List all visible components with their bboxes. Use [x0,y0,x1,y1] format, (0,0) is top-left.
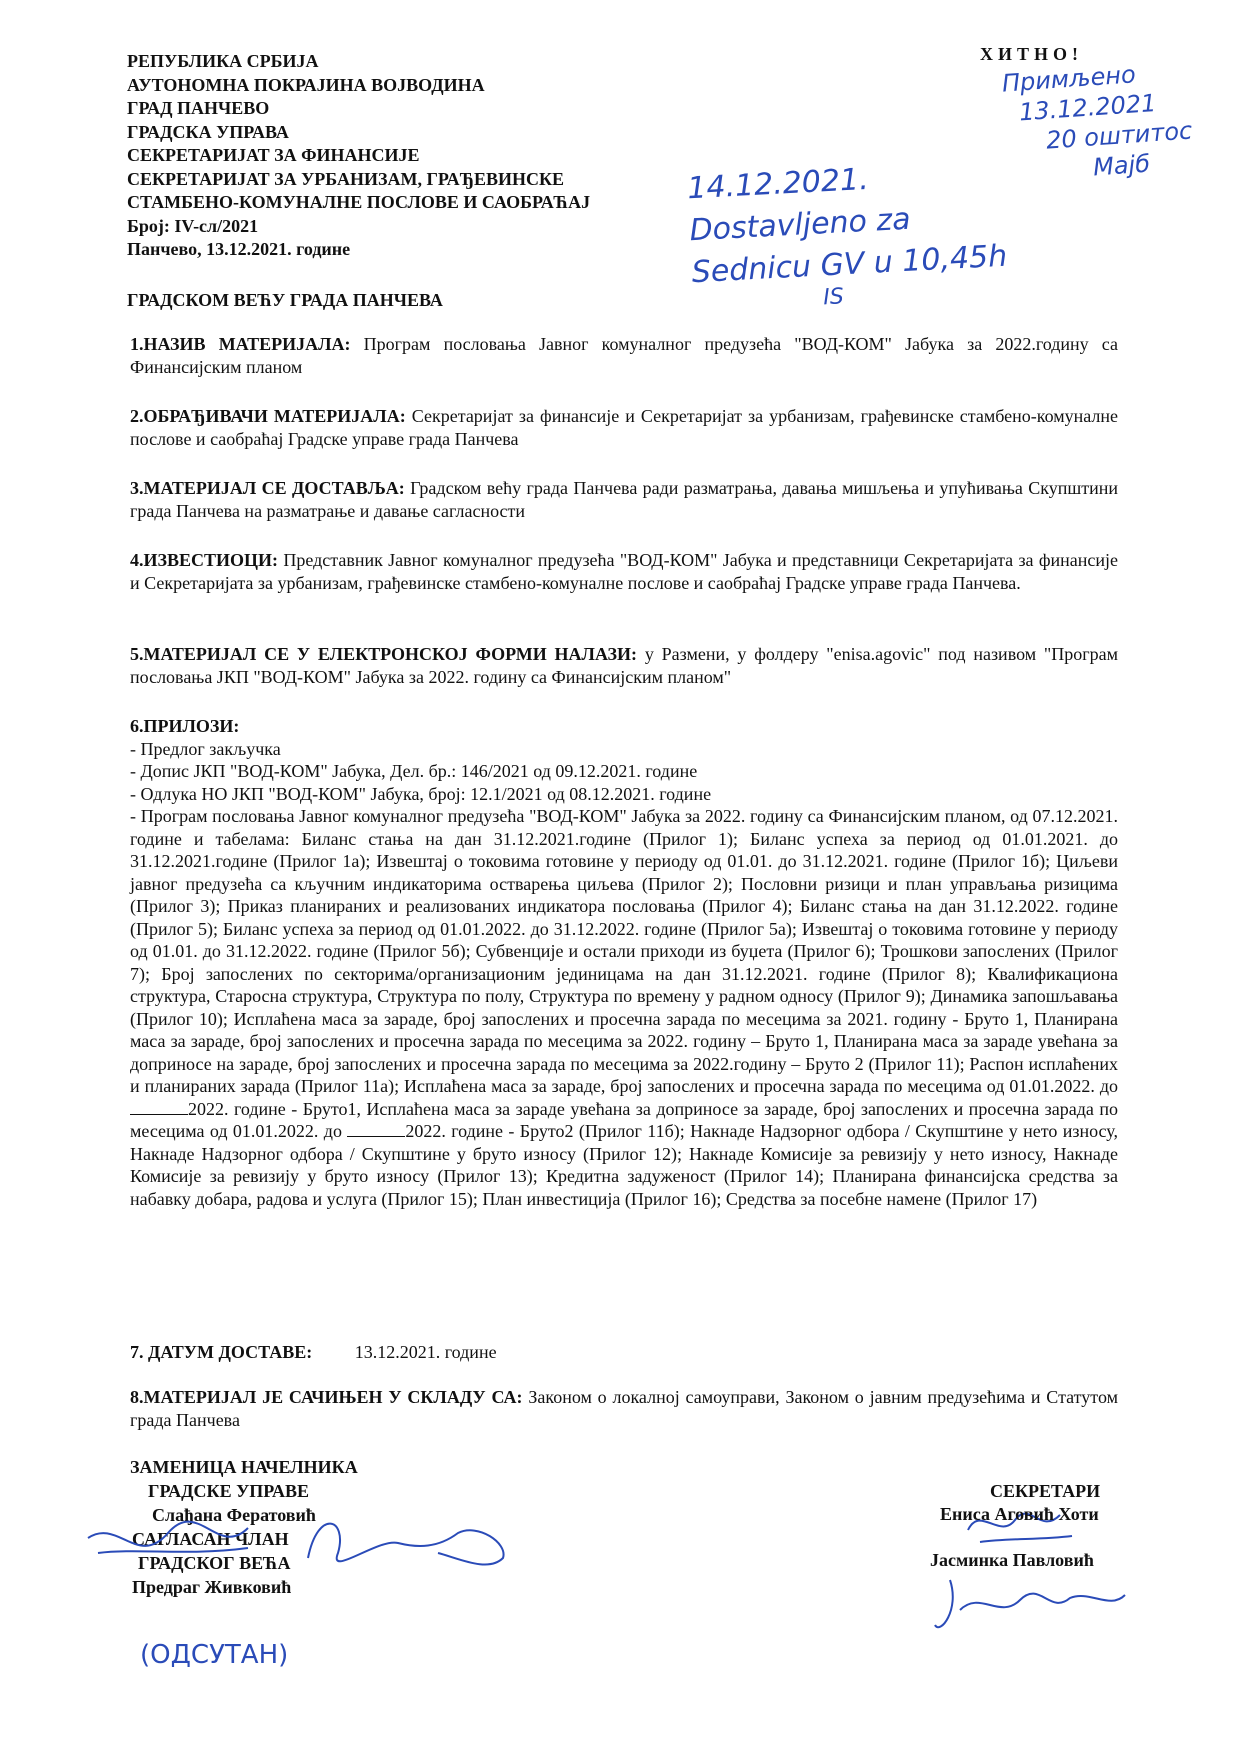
handwritten-delivery-note [686,152,1009,316]
attachment-item: - Предлог закључка [130,738,281,759]
section-label: 1.НАЗИВ МАТЕРИЈАЛА: [130,334,351,354]
signatory-name: Слађана Фератовић [152,1505,316,1525]
attachment-program-text: 2022. године - Бруто1, Исплаћена маса за зараде увећана за доприносе за зараде, број запослених и просечна зарада по месецима од 01.01.2022. до [130,1098,1118,1141]
signatory-title: ЗАМЕНИЦА НАЧЕЛНИКА [130,1457,358,1477]
letterhead-line: АУТОНОМНА ПОКРАЈИНА ВОЈВОДИНА [127,74,485,95]
section-label: 5.МАТЕРИЈАЛ СЕ У ЕЛЕКТРОНСКОЈ ФОРМИ НАЛАЗИ: [130,644,638,664]
letterhead-line: СЕКРЕТАРИЈАТ ЗА ФИНАНСИЈЕ [127,145,420,165]
letterhead-line: РЕПУБЛИКА СРБИЈА [127,51,319,71]
section-label: 8.МАТЕРИЈАЛ ЈЕ САЧИЊЕН У СКЛАДУ СА: [130,1387,523,1407]
signatory-title: ГРАДСКЕ УПРАВЕ [148,1481,309,1501]
letterhead-line: ГРАД ПАНЧЕВО [127,98,270,118]
letterhead-line: СЕКРЕТАРИЈАТ ЗА УРБАНИЗАМ, ГРАЂЕВИНСКЕ [127,168,565,189]
blank-field [130,1100,188,1115]
attachment-program-text: 2022. године - Бруто2 (Прилог 11б); Накнаде Надзорног одбора / Скупштине у нето износу, Накнаде Надзорног одбора / Скупштине у бруто износу (Прилог 12); Накнаде Комисије за ревизију у нето износу, Накнаде Комисије за ревизију у бруто износу (Прилог 13); Кредитна задуженост (Прилог 14); Планирана финансијска средства за набавку добара, радова и услуга (Прилог 15); План инвестиција (Прилог 16); Средства за посебне намене (Прилог 17) [130,1121,1118,1209]
section-label: 6.ПРИЛОЗИ: [130,716,240,736]
attachment-program [130,805,1118,1210]
signatory-name-right-2: Јасминка Павловић [930,1550,1094,1570]
section-text: Секретаријат за финансије и Секретаријат за урбанизам, грађевинске стамбено-комуналне послове и саобраћај Градске управе града Панчева [130,406,1119,449]
signatory-name: Предраг Живковић [132,1577,292,1597]
section-text: 13.12.2021. године [354,1342,497,1362]
section-3 [130,477,1118,522]
section-text: Представник Јавног комуналног предузећа "ВОД-КОМ" Јабука и представници Секретаријата за финансије и Секретаријата за урбанизам, грађевинске стамбено-комуналне послове и саобраћај Градске управе града Панчева. [130,550,1119,593]
signatory-title: ГРАДСКОГ ВЕЋА [138,1553,291,1573]
signatory-name-right-1: Ениса Аговић Хоти [940,1504,1099,1524]
section-1 [130,333,1118,378]
section-text: Градском већу града Панчева ради разматрања, давања мишљења и упућивања Скупштини града Панчева на разматрање и давање сагласности [130,478,1119,521]
section-label: 3.МАТЕРИЈАЛ СЕ ДОСТАВЉА: [130,478,405,498]
letterhead-line: ГРАДСКА УПРАВА [127,121,289,142]
section-6-attachments [130,715,1118,1210]
signature-scribble-right-2 [930,1570,1130,1640]
section-label: 2.ОБРАЂИВАЧИ МАТЕРИЈАЛА: [130,406,406,426]
handwritten-line: 20 oштитос [1045,116,1194,155]
attachment-item: - Допис ЈКП "ВОД-КОМ" Јабука, Дел. бр.: 146/2021 од 09.12.2021. године [130,761,698,781]
attachment-item: - Одлука НО ЈКП "ВОД-КОМ" Јабука, број: 12.1/2021 од 08.12.2021. године [130,783,712,804]
attachment-program-text: - Програм пословања Јавног комуналног предузећа "ВОД-КОМ" Јабука за 2022. годину са Финансијским планом, од 07.12.2021. године и табелама: Биланс стања на дан 31.12.2021.године (Прилог 1); Биланс успеха за период од 01.01.2021. до 31.12.2021.године (Прилог 1а); Извештај о токовима готовине у периоду од 01.01. до 31.12.2021. године (Прилог 1б); Циљеви јавног предузећа са кључним индикаторима остварења циљева (Прилог 2); Пословни ризици и план управљања ризицима (Прилог 3); Приказ планираних и реализованих индикатора пословања (Прилог 4); Биланс стања на дан 31.12.2022. године (Прилог 5); Биланс успеха за период од 01.01.2022. до 31.12.2022. године (Прилог 5а); Извештај о токовима готовине у периоду од 01.01. до 31.12.2022. године (Прилог 5б); Субвенције и остали приходи из буџета (Прилог 6); Трошкови запослених (Прилог 7); Број запослених по секторима/организационим јединицама на дан 31.12.2021. године (Прилог 8); Квалификациона структура, Старосна структура, Структура по полу, Структура по времену у радном односу (Прилог 9); Динамика запошљавања (Прилог 10); Исплаћена маса за зараде, број запослених и просечна зарада по месецима за 2021. годину - Бруто 1, Планирана маса за зараде, број запослених и просечна зарада по месецима за 2022. годину – Бруто 1, Планирана маса за зараде увећана за доприносе на зараде, број запослених и просечна зарада по месецима за 2022.годину – Бруто 2 (Прилог 11); Распон исплаћених и планираних зарада (Прилог 11а); Исплаћена маса за зараде, број запослених и просечна зарада по месецима од 01.01.2022. до [130,806,1118,1096]
section-label: 4.ИЗВЕСТИОЦИ: [130,550,279,570]
handwritten-line: Примљено [1001,60,1137,98]
handwritten-line: 13.12.2021 [1018,88,1158,127]
handwritten-absent-note: (ОДСУТАН) [140,1640,289,1670]
handwritten-line: Sednicu GV u 10,45h [690,238,1008,291]
urgent-marker: ХИТНО! [980,44,1084,64]
section-4 [130,549,1118,594]
handwritten-line: Dostavljeno za [688,201,912,249]
section-label: 7. ДАТУМ ДОСТАВЕ: [130,1342,313,1362]
handwritten-received-note [1001,56,1195,189]
handwritten-line: 14.12.2021. [686,161,870,207]
section-8 [130,1386,1118,1431]
addressee: ГРАДСКОМ ВЕЋУ ГРАДА ПАНЧЕВА [127,290,443,310]
document-number: Број: IV-сл/2021 [127,215,259,236]
section-2 [130,405,1118,450]
section-5 [130,643,1118,688]
section-7 [130,1341,1118,1364]
signatory-title: САГЛАСАН ЧЛАН [132,1529,289,1549]
signature-block-right-title: СЕКРЕТАРИ [990,1481,1101,1501]
section-text: Законом о локалној самоуправи, Законом о јавним предузећима и Статутом града Панчева [130,1387,1118,1430]
section-text: Програм пословања Јавног комуналног предузећа "ВОД-КОМ" Јабука за 2022.годину са Финансијским планом [130,334,1118,377]
letterhead-line: СТАМБЕНО-КОМУНАЛНЕ ПОСЛОВЕ И САОБРАЋАЈ [127,192,591,212]
section-text: у Размени, у фолдеру "enisa.agovic" под називом "Програм пословања ЈКП "ВОД-КОМ" Јабука за 2022. годину са Финансијским планом" [130,644,1119,687]
handwritten-line: Мајб [1092,149,1151,182]
document-date: Панчево, 13.12.2021. године [127,239,351,259]
handwritten-line: IS [822,284,845,311]
letterhead [127,50,590,262]
blank-field [347,1122,405,1137]
signature-scribble-left [78,1498,518,1588]
